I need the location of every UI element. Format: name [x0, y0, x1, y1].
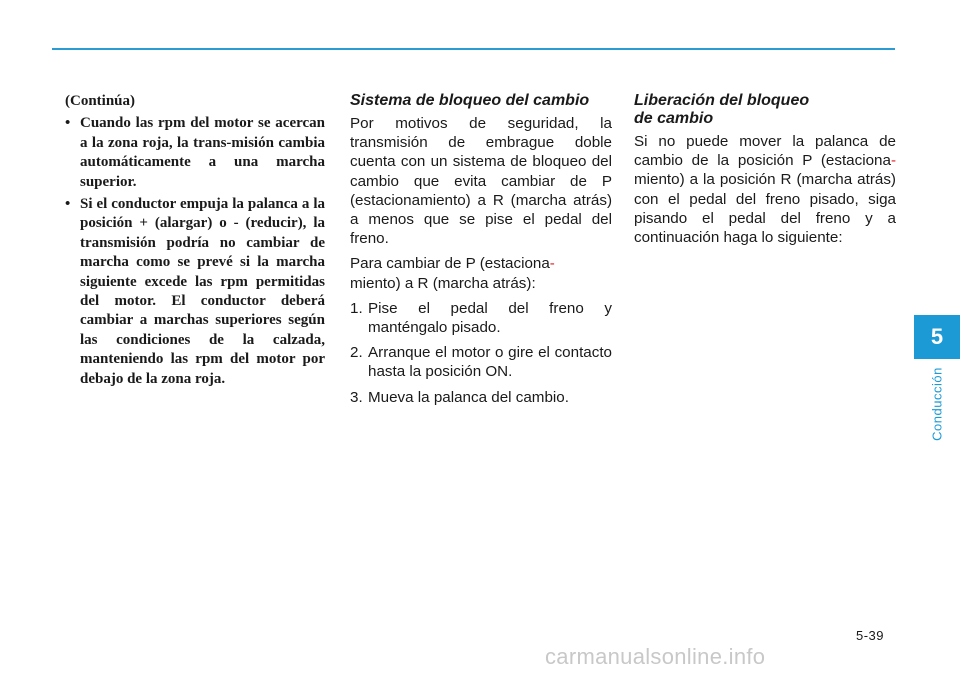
chapter-tab: 5 — [914, 315, 960, 359]
list-item — [65, 195, 325, 389]
step-text: Pise el pedal del freno y manténgalo pisado. — [368, 299, 612, 337]
step-number: 1. — [350, 299, 363, 317]
bullet-text: Si el conductor empuja la palanca a la posición + (alargar) o - (reducir), la transmisión podría no cambiar de marcha como se prevé si la marcha siguiente excede las rpm permitidas del motor. El conductor deberá cambiar a marchas superiores según las condiciones de la calzada, manteniendo las rpm del motor por debajo de la zona roja. — [80, 196, 325, 387]
watermark: carmanualsonline.info — [545, 644, 766, 669]
header-rule — [52, 48, 895, 50]
list-item — [350, 388, 612, 407]
step-text: Arranque el motor o gire el contacto hasta la posición ON. — [368, 344, 612, 381]
hyphen-mark: - — [890, 152, 896, 170]
chapter-title: Conducción — [929, 367, 945, 441]
bullet-icon: • — [65, 115, 71, 132]
paragraph: Para cambiar de P (estaciona- miento) a R (marcha atrás): — [350, 255, 555, 292]
bullet-text: Cuando las rpm del motor se acercan a la zona roja, la trans-misión cambia automáticamente a una marcha superior. — [80, 115, 325, 190]
step-number: 3. — [350, 388, 363, 406]
step-text: Mueva la palanca del cambio. — [368, 388, 569, 406]
hyphen-mark: - — [549, 255, 555, 273]
list-item — [65, 114, 325, 192]
list-item — [350, 343, 612, 381]
step-number: 2. — [350, 344, 363, 362]
list-item — [350, 299, 612, 337]
section-heading-shift-lock: Sistema de bloqueo del cambio — [350, 92, 590, 109]
continued-label: (Continúa) — [65, 93, 136, 109]
paragraph: Si no puede mover la palanca de cambio de la posición P (estaciona- miento) a la posición R (marcha atrás) con el pedal del freno pisado, siga pisando el pedal del freno y a continuación haga lo siguiente: — [634, 133, 896, 247]
section-heading-lock-release: Liberación del bloqueo de cambio — [634, 92, 810, 127]
paragraph: Por motivos de seguridad, la transmisión de embrague doble cuenta con un sistema de bloqueo del cambio que evita cambiar de P (estacionamiento) a R (marcha atrás) a menos que se pise el pedal del freno. — [350, 115, 612, 248]
bullet-icon: • — [65, 196, 71, 213]
page-number: 5-39 — [856, 628, 885, 643]
column-right — [634, 92, 896, 253]
column-middle — [350, 92, 612, 413]
column-left — [65, 92, 325, 392]
